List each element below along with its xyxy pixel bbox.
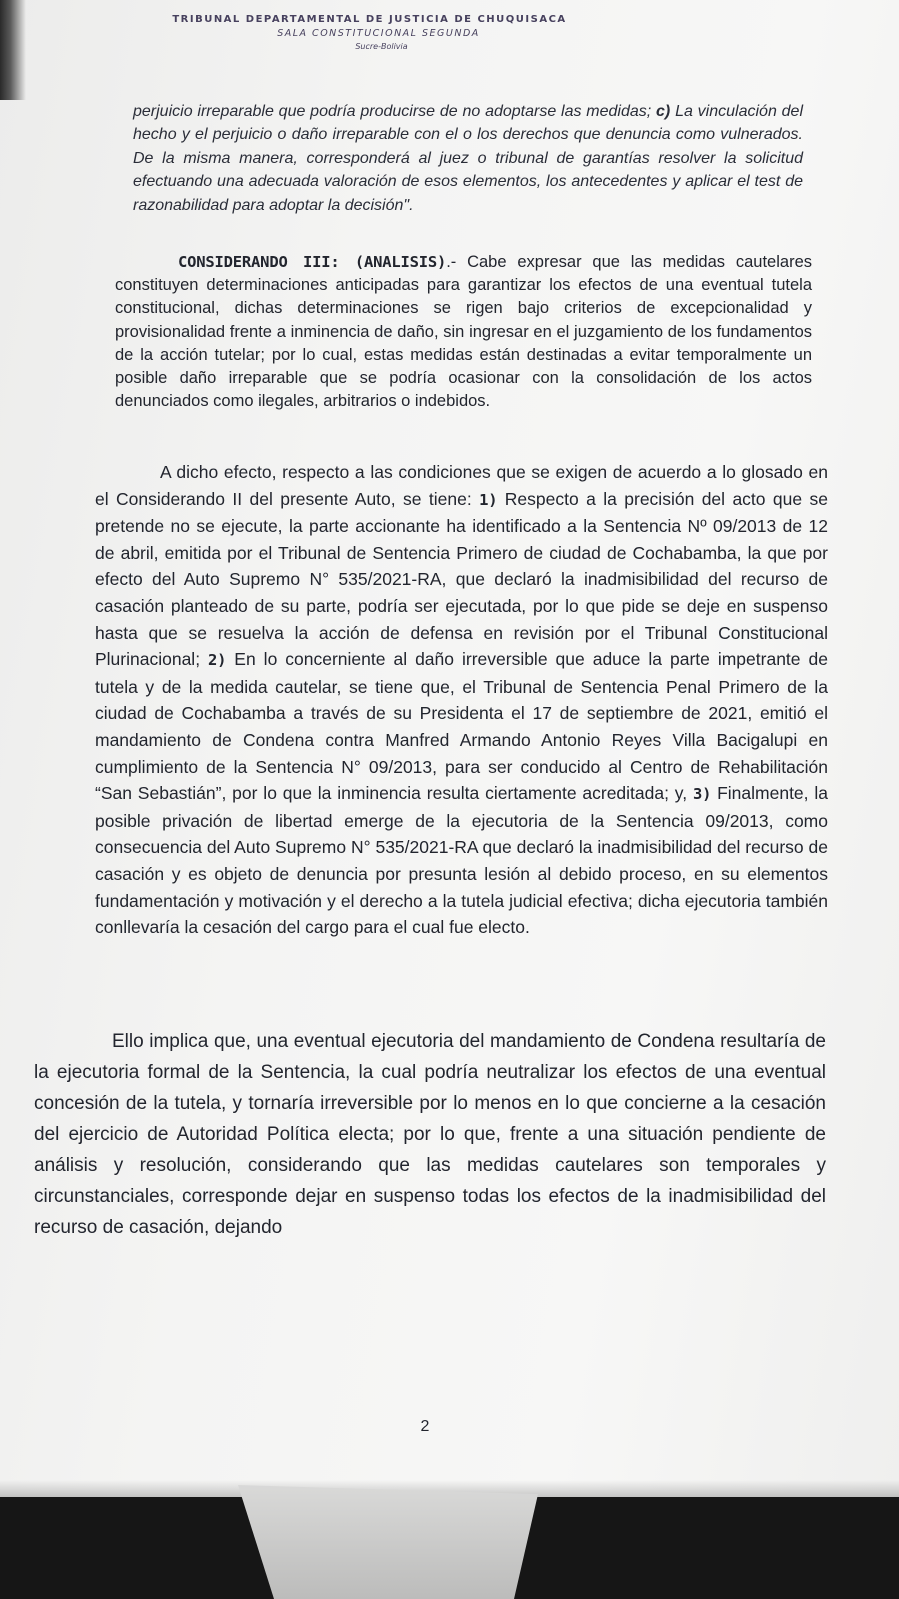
quote-marker-c: c) bbox=[656, 103, 671, 120]
condition-3-text: Finalmente, la posible privación de libertad emerge de la ejecutoria de la Sentencia 09/2013, como consecuencia del Auto Supremo N° 535/2021-RA que declaró la inadmisibilidad del recurso de casación y es objeto de denuncia por presunta lesión al debido proceso, en su elementos fundamentación y motivación y el derecho a la tutela judicial efectiva; dicha ejecutoria también conllevaría la cesación del cargo para el cual fue electo. bbox=[95, 783, 828, 938]
page-number: 2 bbox=[420, 1418, 430, 1435]
conditions-intro: A dicho efecto, respecto a las condiciones que se exigen de acuerdo a lo glosado en el Considerando II del presente Auto, se tiene: bbox=[95, 462, 828, 509]
paragraph-quote bbox=[133, 100, 803, 217]
letterhead-chamber: SALA CONSTITUCIONAL SEGUNDA bbox=[277, 28, 480, 39]
letterhead-institution: TRIBUNAL DEPARTAMENTAL DE JUSTICIA DE CHUQUISACA bbox=[172, 14, 567, 25]
letterhead bbox=[0, 14, 699, 51]
condition-3-marker: 3) bbox=[692, 785, 712, 804]
condition-1-marker: 1) bbox=[479, 490, 498, 509]
paragraph-considerando-iii bbox=[115, 251, 812, 413]
letterhead-city: Sucre-Bolivia bbox=[355, 42, 408, 51]
folded-paper-corner bbox=[238, 1485, 538, 1599]
quote-part-1: perjuicio irreparable que podría producirse de no adoptarse las medidas; bbox=[133, 103, 652, 120]
considerando-heading: CONSIDERANDO III: (ANALISIS) bbox=[178, 253, 447, 271]
paragraph-ello-implica: Ello implica que, una eventual ejecutoria del mandamiento de Condena resultaría de la ejecutoria formal de la Sentencia, la cual podría neutralizar los efectos de una eventual concesión de la tutela, y tornaría irreversible por lo menos en lo que concierne a la cesación del ejercicio de Autoridad Política electa; por lo que, frente a una situación pendiente de análisis y resolución, considerando que las medidas cautelares son temporales y circunstanciales, corresponde dejar en suspenso todas los efectos de la inadmisibilidad del recurso de casación, dejando bbox=[34, 1031, 826, 1238]
quote-part-2: La vinculación del hecho y el perjuicio o daño irreparable con el o los derechos que denuncia como vulnerados. De la misma manera, corresponderá al juez o tribunal de garantías resolver la solicitud efectuando una adecuada valoración de esos elementos, los antecedentes y aplicar el test de razonabilidad para adoptar la decisión". bbox=[133, 103, 803, 214]
paragraph-conditions bbox=[95, 459, 828, 941]
condition-2-text: En lo concerniente al daño irreversible que aduce la parte impetrante de tutela y de la medida cautelar, se tiene que, el Tribunal de Sentencia Penal Primero de la ciudad de Cochabamba a través de su Presidenta el 17 de septiembre de 2021, emitió el mandamiento de Condena contra Manfred Armando Antonio Reyes Villa Bacigalupi en cumplimiento de la Sentencia N° 09/2013, para ser conducido al Centro de Rehabilitación “San Sebastián”, por lo que la inminencia resulta ciertamente acreditada; y, bbox=[95, 649, 828, 804]
condition-1-text: Respecto a la precisión del acto que se pretende no se ejecute, la parte accionante ha identificado a la Sentencia Nº 09/2013 de 12 de abril, emitida por el Tribunal de Sentencia Primero de ciudad de Cochabamba, la que por efecto del Auto Supremo N° 535/2021-RA, que declaró la inadmisibilidad del recurso de casación planteado de su parte, podría ser ejecutada, por lo que pide se deje en suspenso hasta que se resuelva la acción de defensa en revisión por el Tribunal Constitucional Plurinacional; bbox=[95, 488, 828, 670]
condition-2-marker: 2) bbox=[208, 651, 227, 670]
considerando-body: .- Cabe expresar que las medidas cautelares constituyen determinaciones anticipadas para garantizar los efectos de una eventual tutela constitucional, dichas determinaciones se rigen bajo criterios de excepcionalidad y provisionalidad frente a inminencia de daño, sin ingresar en el juzgamiento de los fundamentos de la acción tutelar; por lo cual, estas medidas están destinadas a evitar temporalmente un posible daño irreparable que se podría ocasionar con la consolidación de los actos denunciados como ilegales, arbitrarios o indebidos. bbox=[115, 253, 812, 411]
